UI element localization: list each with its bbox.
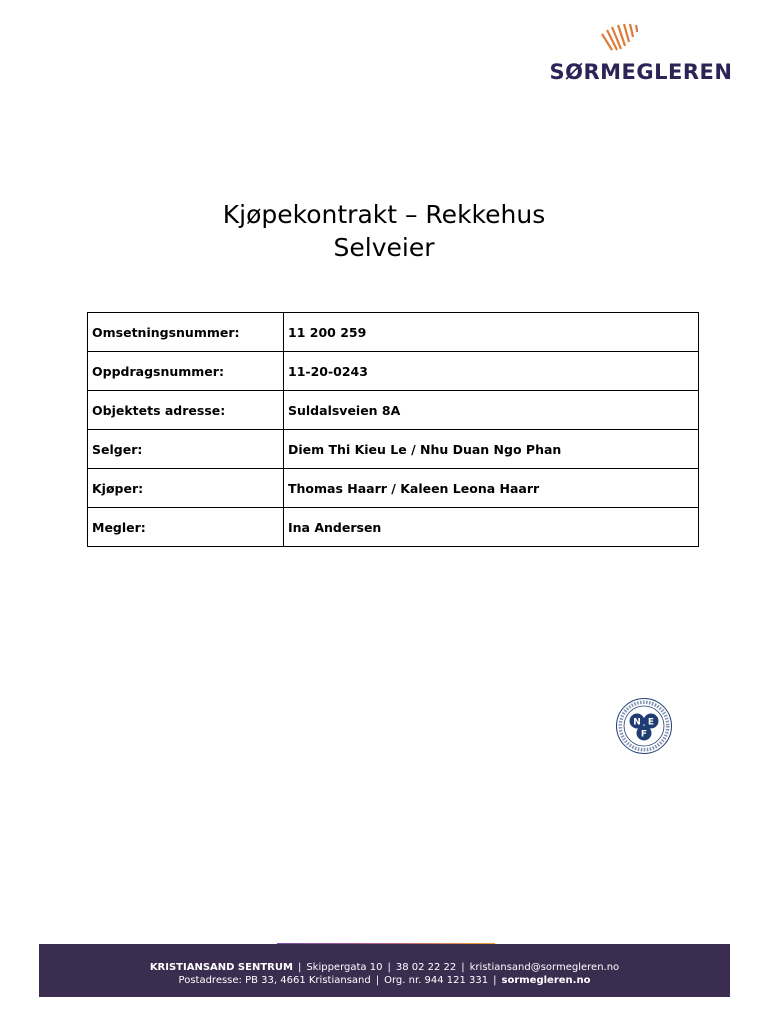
row-label: Omsetningsnummer: xyxy=(88,313,284,352)
row-value: Ina Andersen xyxy=(284,508,699,547)
table-row xyxy=(88,391,699,430)
footer-email[interactable]: kristiansand@sormegleren.no xyxy=(469,962,620,973)
row-value: Thomas Haarr / Kaleen Leona Haarr xyxy=(284,469,699,508)
table-row xyxy=(88,352,699,391)
document-title xyxy=(0,198,768,264)
row-label: Megler: xyxy=(88,508,284,547)
footer-postal: Postadresse: PB 33, 4661 Kristiansand xyxy=(178,975,371,986)
footer xyxy=(39,944,730,997)
nef-seal-icon xyxy=(615,697,673,755)
logo-mark-icon xyxy=(598,20,644,58)
footer-office: KRISTIANSAND SENTRUM xyxy=(149,962,293,973)
row-value: 11 200 259 xyxy=(284,313,699,352)
footer-line-1: KRISTIANSAND SENTRUM | Skippergata 10 | 38 02 22 22 | kristiansand@sormegleren.no xyxy=(149,962,620,973)
table-row xyxy=(88,430,699,469)
footer-website[interactable]: sormegleren.no xyxy=(501,975,591,986)
row-value: Diem Thi Kieu Le / Nhu Duan Ngo Phan xyxy=(284,430,699,469)
row-label: Kjøper: xyxy=(88,469,284,508)
table-row xyxy=(88,469,699,508)
footer-org: Org. nr. 944 121 331 xyxy=(384,975,489,986)
title-line-2: Selveier xyxy=(333,233,435,262)
svg-text:E: E xyxy=(647,717,655,728)
row-value: 11-20-0243 xyxy=(284,352,699,391)
title-line-1: Kjøpekontrakt – Rekkehus xyxy=(222,200,546,229)
svg-text:N: N xyxy=(633,717,641,728)
table-row xyxy=(88,313,699,352)
row-label: Oppdragsnummer: xyxy=(88,352,284,391)
contract-info-table xyxy=(87,312,699,547)
logo-wordmark: SØRMEGLEREN xyxy=(549,60,733,84)
footer-street: Skippergata 10 xyxy=(306,962,383,973)
table-row xyxy=(88,508,699,547)
footer-line-2: Postadresse: PB 33, 4661 Kristiansand | Org. nr. 944 121 331 | sormegleren.no xyxy=(178,975,591,986)
row-label: Objektets adresse: xyxy=(88,391,284,430)
row-label: Selger: xyxy=(88,430,284,469)
svg-text:F: F xyxy=(640,729,648,740)
row-value: Suldalsveien 8A xyxy=(284,391,699,430)
company-logo xyxy=(536,18,746,88)
footer-phone[interactable]: 38 02 22 22 xyxy=(395,962,457,973)
